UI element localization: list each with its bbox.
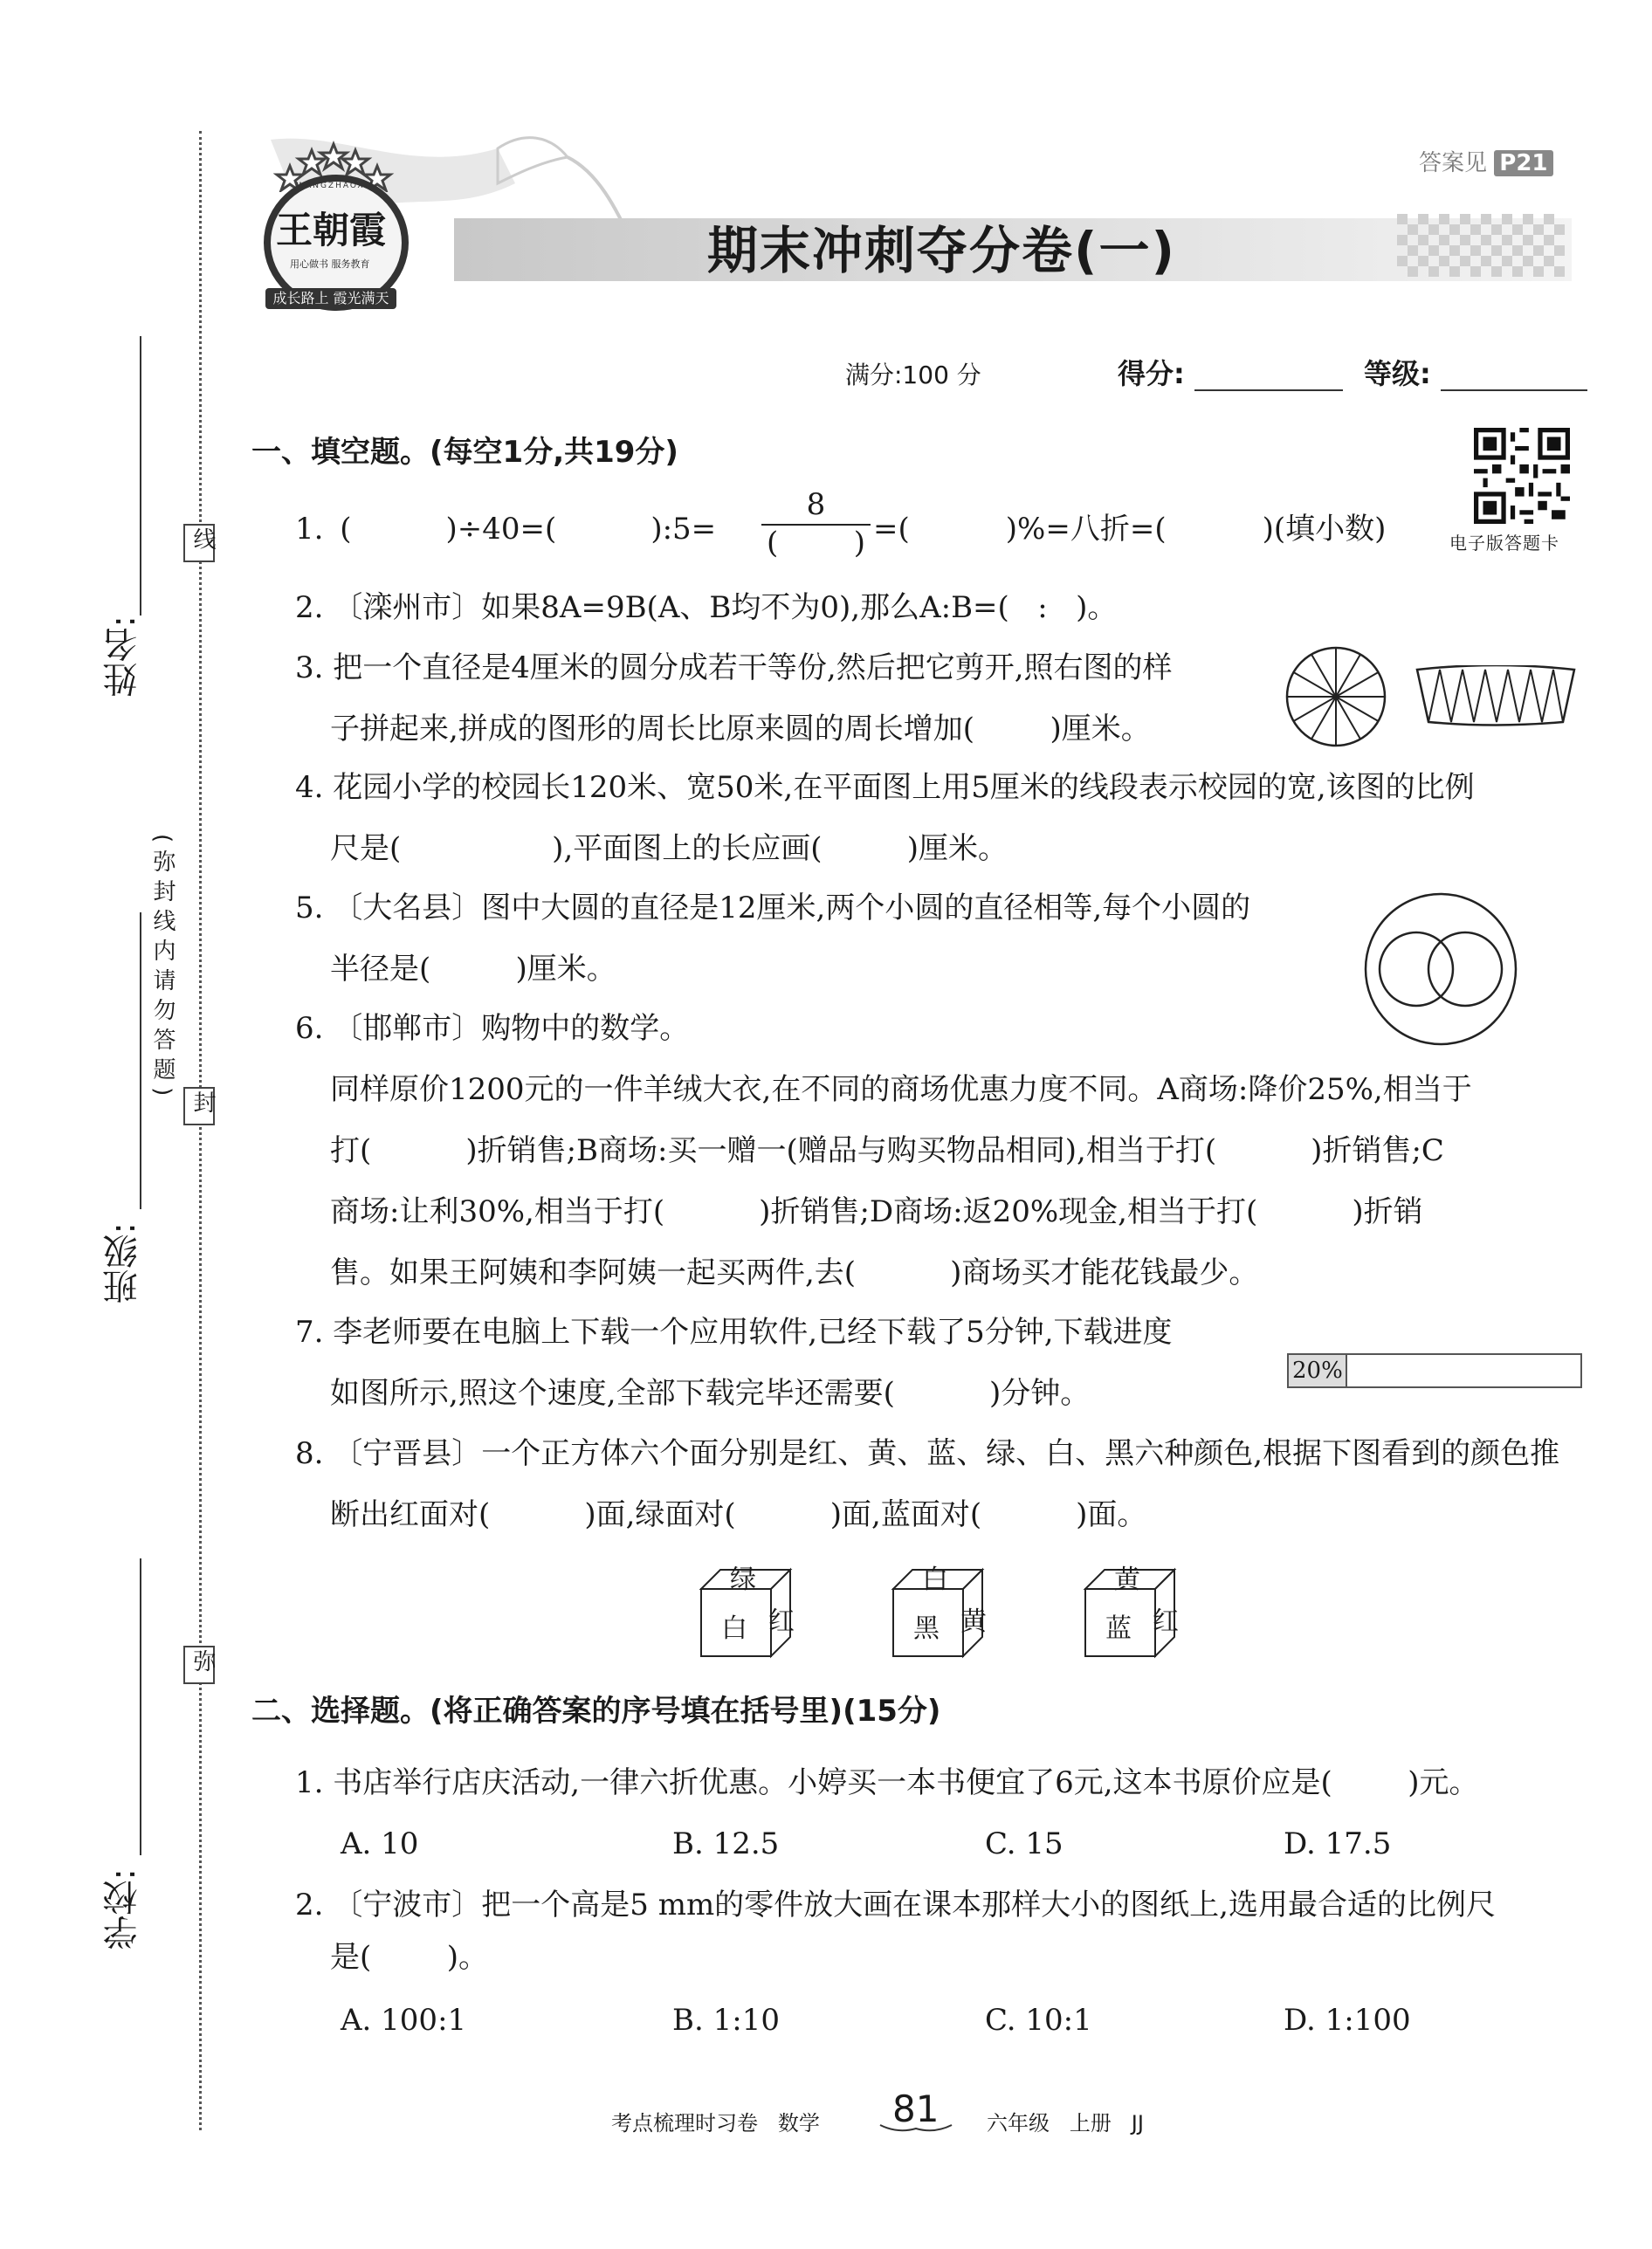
grade-label: 等级: — [1364, 357, 1431, 390]
s1-q1-tail — [873, 512, 1386, 547]
s1-q7-num: 7. — [295, 1315, 324, 1350]
s2-q1-option-b[interactable]: B. 12.5 — [672, 1826, 780, 1861]
logo-slogan: 用心做书 服务教育 — [290, 258, 370, 270]
book-icon — [878, 2123, 953, 2136]
s2-q1-option-c[interactable]: C. 15 — [985, 1826, 1063, 1861]
cube-2-front: 黑 — [913, 1613, 940, 1644]
answer-ref-label: 答案见 — [1419, 150, 1488, 176]
class-label: 班级: — [103, 1222, 143, 1304]
s1-q4-num: 4. — [295, 770, 324, 805]
circles-figure — [1362, 891, 1519, 1048]
s1-q2 — [295, 590, 1117, 625]
s1-q8-text1: 〔宁晋县〕一个正方体六个面分别是红、黄、蓝、绿、白、黑六种颜色,根据下图看到的颜色推 — [333, 1436, 1560, 1471]
checker-pattern — [1397, 214, 1572, 285]
cube-3 — [1083, 1563, 1179, 1659]
score-input-line[interactable] — [1194, 389, 1343, 391]
s1-q1-fraction — [761, 487, 871, 561]
seal-note: (弥封线内请勿答题) — [149, 834, 176, 1104]
s1-q6-num: 6. — [295, 1011, 324, 1046]
logo-banner: 成长路上 霞光满天 — [265, 288, 396, 309]
s1-q8-line1 — [295, 1436, 1559, 1471]
footer-right: 六年级 上册 JJ — [987, 2111, 1144, 2136]
s2-q2-option-a[interactable]: A. 100:1 — [341, 2003, 467, 2038]
s2-q2-text1: 〔宁波市〕把一个高是5 mm的零件放大画在课本那样大小的图纸上,选用最合适的比例尺 — [333, 1888, 1496, 1922]
s1-q8-num: 8. — [295, 1436, 324, 1471]
s1-q4-line1 — [295, 770, 1475, 805]
s2-q1-option-d[interactable]: D. 17.5 — [1284, 1826, 1392, 1861]
s2-q2-line2: 是( )。 — [330, 1940, 488, 1975]
s2-q1-text: 书店举行店庆活动,一律六折优惠。小婷买一本书便宜了6元,这本书原价应是( )元。 — [333, 1765, 1479, 1800]
s1-q1-blank1[interactable]: ( — [340, 512, 352, 547]
s1-q3-line2: 子拼起来,拼成的图形的周长比原来圆的周长增加( )厘米。 — [330, 712, 1151, 746]
binding-dotted-line — [199, 131, 202, 2130]
s1-q3-num: 3. — [295, 650, 324, 685]
s1-q6-line4: 商场:让利30%,相当于打( )折销售;D商场:返20%现金,相当于打( )折销 — [330, 1194, 1423, 1229]
fold-mark-1-label: 线 — [189, 527, 216, 550]
s1-q5-line1 — [295, 891, 1250, 925]
logo-ring-text: WANGZHAOXIA — [296, 182, 376, 190]
grade-input-line[interactable] — [1441, 389, 1587, 391]
qr-caption: 电子版答题卡 — [1449, 533, 1559, 554]
s1-q1-blank2[interactable]: )÷40=( — [445, 512, 557, 547]
qr-code-icon[interactable] — [1474, 428, 1570, 524]
s1-q3-text1: 把一个直径是4厘米的圆分成若干等份,然后把它剪开,照右图的样 — [333, 650, 1173, 685]
s1-q4-line2: 尺是( ),平面图上的长应画( )厘米。 — [330, 831, 1008, 866]
logo — [255, 140, 412, 314]
s1-q6-line1 — [295, 1011, 689, 1046]
s1-q7-text1: 李老师要在电脑上下载一个应用软件,已经下载了5分钟,下载进度 — [333, 1315, 1173, 1350]
section2-title: 二、选择题。(将正确答案的序号填在括号里)(15分) — [251, 1694, 941, 1729]
cube-2-side: 黄 — [960, 1606, 987, 1637]
s1-q1-blank4[interactable]: )%=八折=( — [1005, 512, 1167, 547]
s1-q7-line2: 如图所示,照这个速度,全部下载完毕还需要( )分钟。 — [330, 1376, 1091, 1411]
s2-q2-option-d[interactable]: D. 1:100 — [1284, 2003, 1411, 2038]
s2-q2-line1 — [295, 1888, 1496, 1922]
circle-sectors-figure — [1284, 644, 1388, 749]
s2-q2-option-b[interactable]: B. 1:10 — [672, 2003, 780, 2038]
cube-2-top: 白 — [922, 1565, 948, 1595]
s1-q6-line5: 售。如果王阿姨和李阿姨一起买两件,去( )商场买才能花钱最少。 — [330, 1255, 1259, 1290]
s1-q1-blank3[interactable]: =( — [873, 512, 910, 547]
fold-mark-3-label: 弥 — [189, 1649, 216, 1672]
cube-1-side: 红 — [768, 1606, 795, 1637]
class-field-line[interactable] — [140, 912, 141, 1209]
s1-q6-text1: 〔邯郸市〕购物中的数学。 — [333, 1011, 690, 1046]
s1-q7-line1 — [295, 1315, 1173, 1350]
s1-q5-text1: 〔大名县〕图中大圆的直径是12厘米,两个小圆的直径相等,每个小圆的 — [333, 891, 1251, 925]
s1-q5-num: 5. — [295, 891, 324, 925]
s1-q1 — [295, 512, 716, 547]
s2-q1-num: 1. — [295, 1765, 324, 1800]
s2-q2-num: 2. — [295, 1888, 324, 1922]
download-progress-label: 20% — [1292, 1358, 1343, 1384]
s1-q3-line1 — [295, 650, 1173, 685]
rearranged-sectors-figure — [1413, 665, 1579, 726]
s1-q2-num: 2. — [295, 590, 324, 625]
footer-left: 考点梳理时习卷 数学 — [611, 2111, 820, 2136]
cube-3-top: 黄 — [1114, 1565, 1140, 1595]
school-field-line[interactable] — [140, 1558, 141, 1855]
s2-q1 — [295, 1765, 1479, 1800]
logo-brand: 王朝霞 — [276, 209, 387, 251]
footer-page-number: 81 — [892, 2087, 940, 2130]
cube-3-front: 蓝 — [1105, 1613, 1132, 1644]
school-label: 学校: — [103, 1868, 143, 1950]
cube-1 — [699, 1563, 795, 1659]
cube-2 — [891, 1563, 987, 1659]
s2-q2-option-c[interactable]: C. 10:1 — [985, 2003, 1092, 2038]
s1-q6-line2: 同样原价1200元的一件羊绒大衣,在不同的商场优惠力度不同。A商场:降价25%,相当于 — [330, 1072, 1472, 1107]
s1-q1-frac-den[interactable]: ( ) — [767, 526, 865, 561]
s1-q1-frac-num: 8 — [806, 487, 826, 522]
section1-title: 一、填空题。(每空1分,共19分) — [251, 435, 678, 470]
s1-q2-text: 〔滦州市〕如果8A=9B(A、B均不为0),那么A:B=( : )。 — [333, 590, 1118, 625]
name-field-line[interactable] — [140, 336, 141, 616]
cube-3-side: 红 — [1153, 1606, 1179, 1637]
s1-q4-text1: 花园小学的校园长120米、宽50米,在平面图上用5厘米的线段表示校园的宽,该图的比例 — [333, 770, 1475, 805]
s2-q1-option-a[interactable]: A. 10 — [341, 1826, 419, 1861]
page-title: 期末冲刺夺分卷(一) — [707, 221, 1177, 280]
answer-page-badge[interactable]: P21 — [1494, 150, 1552, 176]
fold-mark-2-label: 封 — [189, 1090, 216, 1113]
score-label: 得分: — [1118, 357, 1185, 390]
cube-1-front: 白 — [721, 1613, 747, 1644]
full-score: 满分:100 分 — [845, 361, 981, 389]
s1-q6-line3: 打( )折销售;B商场:买一赠一(赠品与购买物品相同),相当于打( )折销售;C — [330, 1133, 1444, 1168]
name-label: 姓名: — [103, 616, 143, 698]
answer-ref — [1419, 148, 1553, 178]
download-progress-bar — [1287, 1353, 1582, 1388]
s1-q1-blank5[interactable]: )(填小数) — [1262, 512, 1387, 547]
cube-1-top: 绿 — [730, 1565, 756, 1595]
s1-q1-num: 1. — [295, 512, 324, 547]
s1-q8-line2: 断出红面对( )面,绿面对( )面,蓝面对( )面。 — [330, 1497, 1147, 1532]
s1-q1-text3: ):5= — [650, 512, 717, 547]
s1-q5-line2: 半径是( )厘米。 — [330, 952, 616, 987]
